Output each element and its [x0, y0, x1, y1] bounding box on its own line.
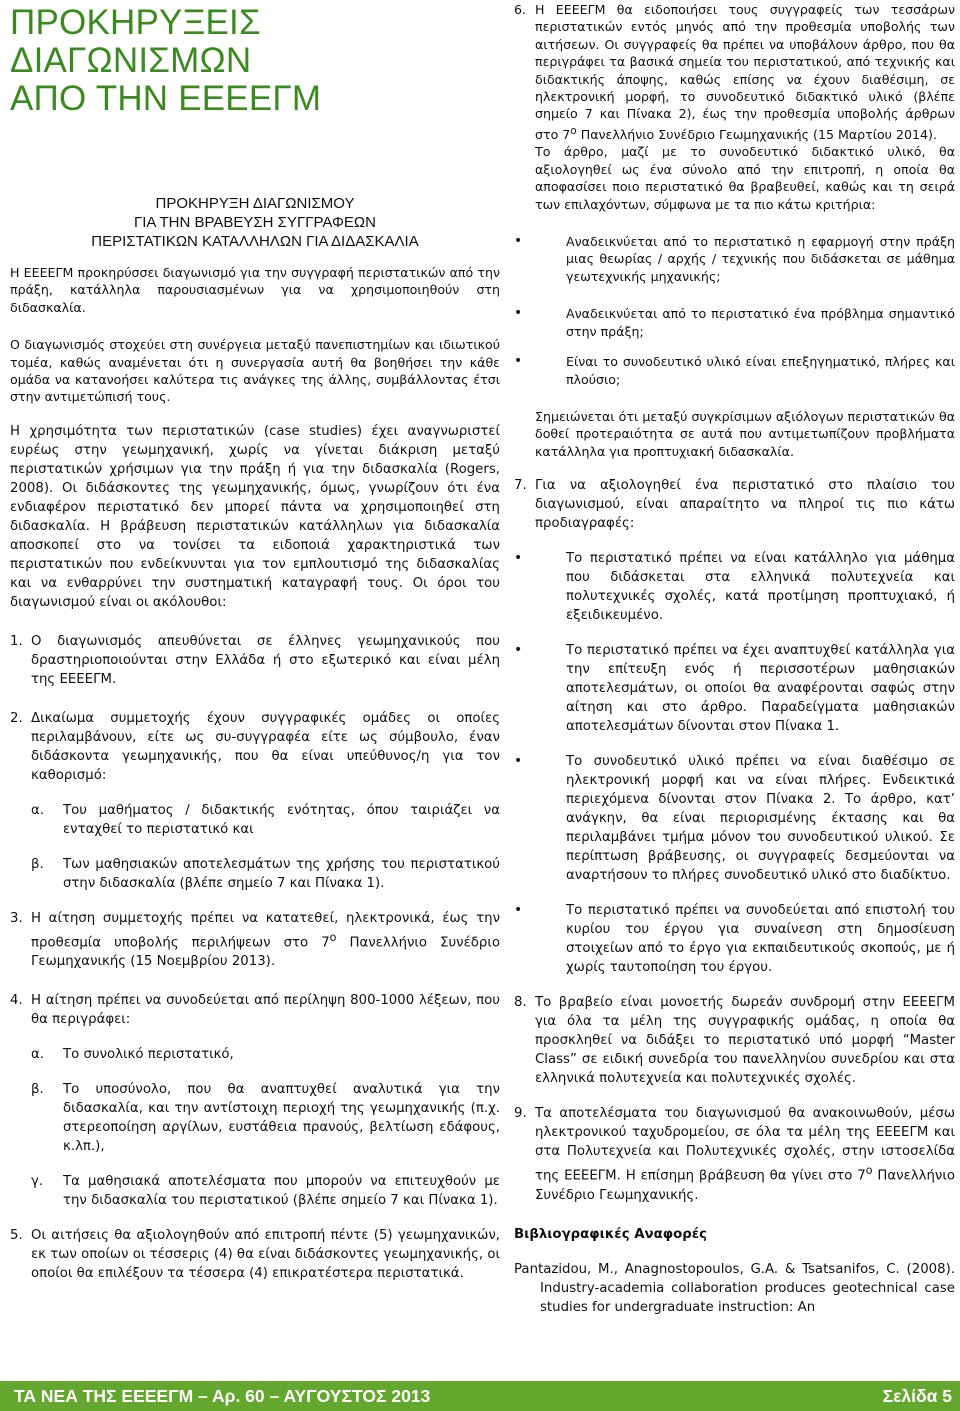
bullet-dot-icon: • — [514, 642, 523, 659]
term-text-part: Πανελλήνιο Συνέδριο Γεωμηχανικής. — [535, 1168, 955, 1203]
subitem-text: Του μαθήματος / διδακτικής ενότητας, όπου ταιριάζει να ενταχθεί το περιστατικό και — [63, 802, 500, 837]
superscript: ο — [329, 930, 337, 944]
bullet-text: Είναι το συνοδευτικό υλικό είναι επεξηγηματικό, πλήρες και πλούσιο; — [566, 354, 955, 387]
subitem-letter: α. — [31, 1047, 44, 1063]
term-number: 8. — [514, 995, 527, 1011]
subitem-letter: α. — [31, 802, 44, 818]
bullet-text: Το περιστατικό πρέπει να είναι κατάλληλο για μάθημα που διδάσκεται στα ελληνικά πολυτεχνεία και πολυτεχνικές σχολές, κατά προτίμηση προπτυχιακό, ή εξειδικευμένο. — [566, 551, 955, 624]
term-3 — [10, 909, 500, 971]
term-8 — [514, 993, 955, 1088]
term-4-item-c — [31, 1172, 500, 1210]
superscript: ο — [865, 1164, 873, 1178]
term-9 — [514, 1104, 955, 1204]
announcement-title — [10, 194, 500, 251]
term-text-part: Πανελλήνιο Συνέδριο Γεωμηχανικής (15 Μαρτίου 2014). — [576, 127, 937, 143]
term-2-item-a — [31, 801, 500, 839]
term-2 — [10, 709, 500, 785]
bullet-dot-icon: • — [514, 305, 523, 322]
subitem-letter: γ. — [31, 1174, 44, 1190]
term-6-note: Σημειώνεται ότι μεταξύ συγκρίσιμων αξιόλογων περιστατικών θα δοθεί προτεραιότητα σε αυτά που αντιμετωπίζουν προβλήματα κατάλληλα για προπτυχιακή διδασκαλία. — [535, 408, 955, 459]
footer-page-number: Σελίδα 5 — [882, 1386, 952, 1406]
bullet-dot-icon: • — [514, 902, 523, 919]
bullet-text: Αναδεικνύεται από το περιστατικό η εφαρμογή στην πράξη μιας θεωρίας / αρχής / τεχνικής που διδάσκεται σε μάθημα γεωτεχνικής μηχανικής; — [566, 234, 955, 284]
announcement-title-line-3: ΠΕΡΙΣΤΑΤΙΚΩΝ ΚΑΤΑΛΛΗΛΩΝ ΓΙΑ ΔΙΔΑΣΚΑΛΙΑ — [91, 233, 419, 250]
criteria-bullet-2 — [514, 305, 955, 340]
term-text — [535, 1, 955, 143]
term-number: 7. — [514, 478, 527, 494]
announcement-title-line-2: ΓΙΑ ΤΗΝ ΒΡΑΒΕΥΣΗ ΣΥΓΓΡΑΦΕΩΝ — [134, 214, 376, 231]
term-4-item-b — [31, 1080, 500, 1156]
term-number: 6. — [514, 2, 527, 17]
page-footer — [0, 1381, 960, 1411]
term-number: 1. — [10, 633, 23, 649]
term-4 — [10, 991, 500, 1029]
subitem-text: Τα μαθησιακά αποτελέσματα που μπορούν να επιτευχθούν με την διδασκαλία του περιστατικού (βλέπε σημείο 7 και Πίνακα 1). — [63, 1174, 500, 1209]
term-text: Ο διαγωνισμός απευθύνεται σε έλληνες γεωμηχανικούς που δραστηριοποιούνται στην Ελλάδα ή στο εξωτερικό και είναι μέλη της ΕΕΕΕΓΜ. — [31, 633, 500, 687]
footer-publication: ΤΑ ΝΕΑ ΤΗΣ ΕΕΕΕΓΜ – Αρ. 60 – ΑΥΓΟΥΣΤΟΣ 2013 — [14, 1386, 431, 1406]
term-4-item-a — [31, 1045, 500, 1064]
term-text: Για να αξιολογηθεί ένα περιστατικό στο πλαίσιο του διαγωνισμού, είναι απαραίτητο να πληροί τις πιο κάτω προδιαγραφές: — [535, 478, 955, 532]
term-number: 2. — [10, 710, 23, 726]
intro-paragraph-3: Η χρησιμότητα των περιστατικών (case studies) έχει αναγνωριστεί ευρέως στην γεωμηχανική, χωρίς να γίνεται διάκριση μεταξύ περιστατικών χρήσιμων για την πράξη ή για την διδασκαλία (Rogers, 2008). Οι διδάσκοντες της γεωμηχανικής, όμως, γνωρίζουν ότι ένα ενδιαφέρον περιστατικό δεν μπορεί πάντα να χρησιμοποιηθεί στη διδασκαλία. Η βράβευση περιστατικών κατάλληλων για διδασκαλία αποσκοπεί στο να τονίσει τα ειδοποιά χαρακτηριστικά των περιστατικών που ενδείκνυνται για τον εμπλουτισμό της διδασκαλίας και να ενθαρρύνει την συστηματική καταγραφή τους. Οι όροι του διαγωνισμού είναι οι ακόλουθοι: — [10, 423, 500, 610]
term-text: Το βραβείο είναι μονοετής δωρεάν συνδρομή στην ΕΕΕΕΓΜ για όλα τα μέλη της συγγραφικής ομάδας, η οποία θα προσκληθεί να διδάξει το περιστατικό υπό μορφή “Master Class” σε ειδική συνεδρία του πανελληνίου συνεδρίου και στα ελληνικά πολυτεχνεία και πολυτεχνικές σχολές. — [535, 995, 955, 1087]
term-number: 4. — [10, 993, 23, 1009]
term-number: 3. — [10, 910, 23, 926]
intro-paragraph-1: Η ΕΕΕΕΓΜ προκηρύσσει διαγωνισμό για την συγγραφή περιστατικών από την πράξη, κατάλληλα παρουσιασμένων για να χρησιμοποιηθούν στη διδασκαλία. — [10, 265, 500, 315]
term-text: Δικαίωμα συμμετοχής έχουν συγγραφικές ομάδες οι οποίες περιλαμβάνουν, είτε ως συ-συγγραφέα είτε ως σύμβουλο, έναν διδάσκοντα γεωμηχανικής, που θα είναι υπεύθυνος/η για τον καθορισμό: — [31, 710, 500, 783]
bullet-dot-icon: • — [514, 550, 523, 567]
spec-bullet-1 — [514, 549, 955, 625]
bullet-dot-icon: • — [514, 353, 523, 370]
subitem-text: Το συνολικό περιστατικό, — [63, 1047, 234, 1063]
term-6 — [514, 1, 955, 143]
spec-bullet-4 — [514, 901, 955, 977]
subitem-letter: β. — [31, 856, 44, 872]
bullet-text: Το περιστατικό πρέπει να συνοδεύεται από επιστολή του κυρίου του έργου για συναίνεση στη δημοσίευση στοιχείων από το έργο για εκπαιδευτικούς σκοπούς, με ή χωρίς ταυτοποίηση του έργου. — [566, 903, 955, 976]
references-heading: Βιβλιογραφικές Αναφορές — [514, 1226, 708, 1242]
section-title — [10, 4, 500, 118]
announcement-title-line-1: ΠΡΟΚΗΡΥΞΗ ΔΙΑΓΩΝΙΣΜΟΥ — [155, 195, 355, 212]
term-number: 5. — [10, 1228, 23, 1244]
superscript: ο — [570, 124, 577, 137]
bullet-text: Το συνοδευτικό υλικό πρέπει να είναι διαθέσιμο σε ηλεκτρονική μορφή και να είναι πλήρες. Ενδεικτικά περιεχόμενα δίνονται στον Πίνακα 2. Το άρθρο, κατ’ ανάγκην, θα είναι περιορισμένης έκτασης και θα περιλαμβάνει τμήμα μόνον του συνοδευτικού υλικού. Σε περίπτωση βράβευσης, οι συγγραφείς δεσμεύονται να αναρτήσουν το πλήρες συνοδευτικό υλικό στο διαδίκτυο. — [566, 754, 955, 884]
term-text-part: Η αίτηση συμμετοχής πρέπει να κατατεθεί, ηλεκτρονικά, έως την προθεσμία υποβολής περιλήψεων στο 7 — [31, 910, 500, 951]
term-number: 9. — [514, 1106, 527, 1122]
term-text-part: Η ΕΕΕΕΓΜ θα ειδοποιήσει τους συγγραφείς των τεσσάρων περιστατικών εντός μηνός από την προθεσμία υποβολής των αιτήσεων. Οι συγγραφείς θα πρέπει να υποβάλουν άρθρο, που θα περιγράφει τα βασικά σημεία του περιστατικού, από τεχνικής και διδακτικής άποψης, καθώς επίσης να έχουν διαθέσιμη, σε ηλεκτρονική μορφή, το συνοδευτικό διδακτικό υλικό (βλέπε σημείο 7 και Πίνακα 2), έως την προθεσμία υποβολής άρθρων στο 7 — [535, 2, 955, 143]
intro-paragraph-2: Ο διαγωνισμός στοχεύει στη συνέργεια μεταξύ πανεπιστημίων και ιδιωτικού τομέα, καθώς αναμένεται ότι η συνεργασία αυτή θα βοηθήσει την κάθε ομάδα να κατανοήσει καλύτερα τις ανάγκες της άλλης, συμβάλλοντας έτσι στην αντιμετώπισή τους. — [10, 337, 500, 405]
term-7 — [514, 476, 955, 533]
section-title-line-3: ΑΠΟ ΤΗΝ ΕΕΕΕΓΜ — [10, 79, 322, 118]
bullet-dot-icon: • — [514, 233, 523, 250]
term-text-part: Πανελλήνιο Συνέδριο Γεωμηχανικής (15 Νοεμβρίου 2013). — [31, 935, 500, 970]
term-text: Οι αιτήσεις θα αξιολογηθούν από επιτροπή πέντε (5) γεωμηχανικών, εκ των οποίων οι τέσσερις (4) θα είναι διδάσκοντες γεωμηχανικής, οι οποίοι θα επιλέξουν τα τέσσερα (4) επικρατέστερα περιστατικά. — [31, 1228, 500, 1282]
term-text — [31, 909, 500, 971]
term-1 — [10, 632, 500, 689]
term-5 — [10, 1226, 500, 1283]
left-column — [10, 0, 500, 1283]
term-text — [535, 1104, 955, 1204]
bullet-dot-icon: • — [514, 753, 523, 770]
spec-bullet-3 — [514, 752, 955, 885]
criteria-bullet-1 — [514, 233, 955, 285]
term-text: Η αίτηση πρέπει να συνοδεύεται από περίληψη 800-1000 λέξεων, που θα περιγράφει: — [31, 993, 500, 1028]
subitem-letter: β. — [31, 1082, 44, 1098]
reference-item: Pantazidou, M., Anagnostopoulos, G.A. & Tsatsanifos, C. (2008). Industry-academia collaboration produces geotechnical case studies for undergraduate instruction: An — [514, 1261, 955, 1315]
subitem-text: Των μαθησιακών αποτελεσμάτων της χρήσης του περιστατικού στην διδασκαλία (βλέπε σημείο 7 και Πίνακα 1). — [63, 856, 500, 891]
term-6-paragraph-2: Το άρθρο, μαζί με το συνοδευτικό διδακτικό υλικό, θα αξιολογηθεί ως ένα σύνολο από την επιτροπή, η οποία θα αποφασίσει ποιο περιστατικό θα βραβευθεί, καθώς και τη σειρά των επιλαχόντων, σύμφωνα με τα πιο κάτω κριτήρια: — [535, 144, 955, 212]
spec-bullet-2 — [514, 641, 955, 736]
criteria-bullet-3 — [514, 353, 955, 388]
bullet-text: Αναδεικνύεται από το περιστατικό ένα πρόβλημα σημαντικό στην πράξη; — [566, 306, 955, 339]
section-title-line-2: ΔΙΑΓΩΝΙΣΜΩΝ — [10, 41, 252, 80]
term-text-part: Τα αποτελέσματα του διαγωνισμού θα ανακοινωθούν, μέσω ηλεκτρονικού ταχυδρομείου, σε όλα τα μέλη της ΕΕΕΕΓΜ και στα Πολυτεχνεία και Πολυτεχνικές σχολές, στην ιστοσελίδα της ΕΕΕΕΓΜ. Η επίσημη βράβευση θα γίνει στο 7 — [535, 1106, 955, 1184]
right-column — [514, 0, 955, 1317]
section-title-line-1: ΠΡΟΚΗΡΥΞΕΙΣ — [10, 3, 261, 42]
term-2-item-b — [31, 855, 500, 893]
bullet-text: Το περιστατικό πρέπει να έχει αναπτυχθεί κατάλληλα για την επίτευξη ενός ή περισσοτέρων μαθησιακών αποτελεσμάτων, οι οποίοι θα αναφέρονται σαφώς στην αίτηση και στο άρθρο. Παραδείγματα μαθησιακών αποτελεσμάτων δίνονται στον Πίνακα 1. — [566, 643, 955, 735]
subitem-text: Το υποσύνολο, που θα αναπτυχθεί αναλυτικά για την διδασκαλία, και την αντίστοιχη περιοχή της γεωμηχανικής (π.χ. στερεοποίηση αργίλων, ευστάθεια πρανούς, βελτίωση εδάφους, κ.λπ.), — [63, 1082, 500, 1155]
